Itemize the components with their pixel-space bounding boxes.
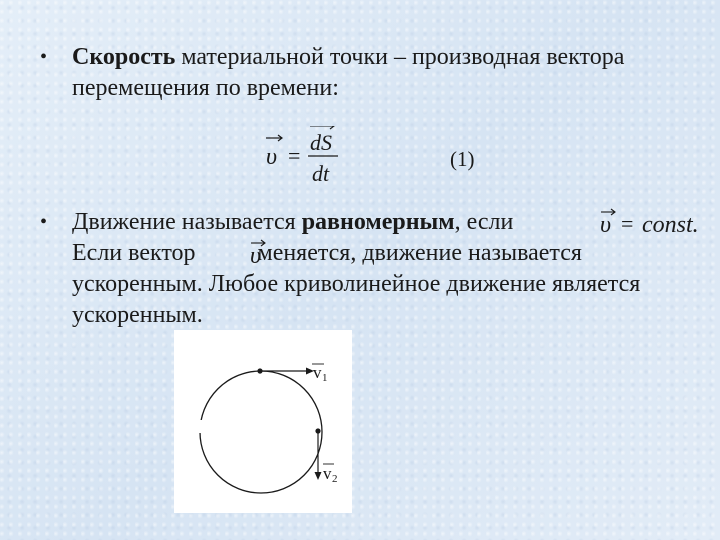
formula-equals: = <box>288 143 301 168</box>
formula-velocity-const <box>598 207 713 239</box>
bold-term-velocity: Скорость <box>72 44 176 70</box>
bullet-text <box>72 42 710 104</box>
inline-vector-symbol: υ <box>250 243 262 269</box>
vector-v1-label: v <box>313 363 322 382</box>
inline-formula-var: υ <box>600 212 612 238</box>
formula-velocity-derivative <box>262 126 522 186</box>
bullet-text-part1: Движение называется <box>72 209 302 235</box>
circle-motion-figure <box>174 330 352 513</box>
bullet-marker: • <box>40 211 48 233</box>
vector-v2-subscript: 2 <box>332 473 338 485</box>
bullet-text-line2b: меняется, движение называется ускоренным. Любое криволинейное движение является ускоренным. <box>72 240 641 328</box>
bullet-text-part2: , если <box>454 209 514 235</box>
formula-lhs: υ <box>266 144 278 170</box>
formula-number: (1) <box>450 147 475 171</box>
bullet-text-line2a: Если вектор <box>72 240 196 266</box>
inline-formula-equals: = <box>621 211 634 236</box>
inline-vector-velocity <box>248 238 272 270</box>
vector-v2-label: v <box>323 464 332 483</box>
bullet-velocity-definition <box>40 42 710 104</box>
bold-term-uniform: равномерным <box>301 209 455 235</box>
inline-formula-const: const. <box>642 212 699 238</box>
formula-numerator: dS <box>310 130 332 155</box>
vector-v1-subscript: 1 <box>322 372 328 384</box>
bullet-text-rest: материальной точки – производная вектора перемещения по времени: <box>72 44 625 101</box>
formula-denominator: dt <box>312 161 330 186</box>
bullet-marker: • <box>40 46 48 68</box>
